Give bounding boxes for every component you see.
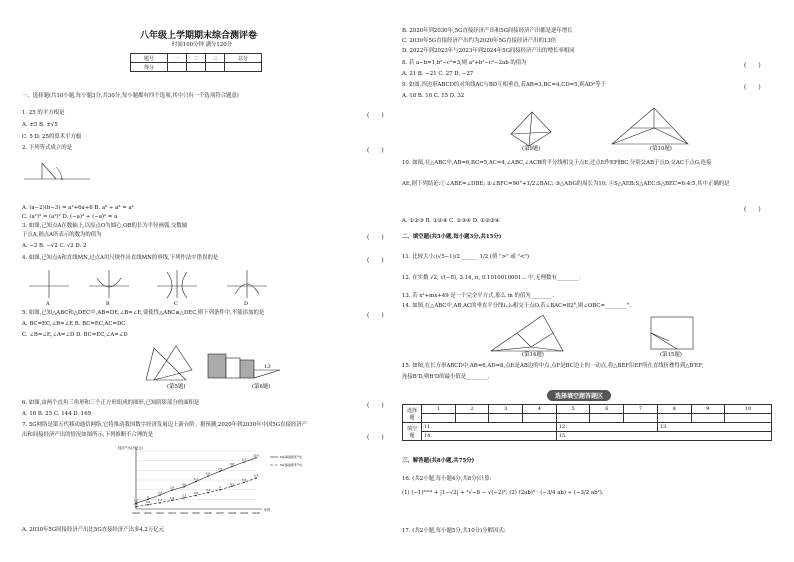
option-line: C. ∠B=∠E,∠A=∠D D. BC=EC,∠A=∠D — [22, 332, 128, 338]
answer-paren: ( ) — [367, 234, 384, 241]
number-line-figure — [22, 153, 92, 185]
fill-item[interactable]: 11. — [422, 423, 557, 432]
answer-number: 4 — [523, 405, 557, 414]
answer-box-title: 选择填空题答题区 — [547, 390, 611, 401]
question-9: 9. 如图,四边形ABCD的对角线AC与BD互相垂直,若AB=3,BC=4,CD=5,则AD²等于 — [402, 82, 606, 88]
x-tick-label: 2029 — [240, 511, 248, 515]
svg-text:B: B — [106, 301, 110, 306]
data-label: 0.5 — [133, 503, 139, 507]
score-header: 二 — [187, 54, 206, 63]
question-16: 16. (共2小题,每小题4分,共8分)计算: — [402, 476, 492, 482]
x-tick-label: 2026 — [204, 511, 212, 515]
answer-paren: ( ) — [367, 112, 384, 119]
question-13: 13. 若 x²+mx+49 是一个完全平方式,那么 m 的值为________. — [402, 293, 554, 299]
score-row-label: 得分 — [131, 63, 168, 72]
answer-paren: ( ) — [744, 62, 761, 69]
x-tick-label: 2030 — [252, 511, 260, 515]
page-title: 八年级上学期期末综合测评卷 — [140, 31, 258, 41]
answer-paren: ( ) — [744, 84, 761, 91]
data-label: 9.7 — [241, 458, 247, 462]
x-tick-label: 2027 — [216, 511, 224, 515]
left-column — [22, 0, 397, 562]
data-label: 2.3 — [181, 494, 187, 498]
question-7-cont: 出和间接经济产出的情况如图所示,下列推断不合理的是 — [22, 432, 154, 438]
figure-caption: (第9题) — [522, 146, 541, 152]
right-column — [402, 0, 774, 562]
question-15-cont: 连接B'D,则B'D的最小值是________. — [402, 374, 490, 380]
fill-label: 填空题 — [403, 423, 422, 441]
option-line: C. 5 D. 25的算术平方根 — [22, 134, 82, 140]
x-tick-label: 2021 — [144, 511, 152, 515]
x-tick-label: 2025 — [192, 511, 200, 515]
answer-cell[interactable] — [725, 414, 772, 423]
svg-text:D: D — [244, 301, 249, 306]
answer-cell[interactable] — [489, 414, 523, 423]
question-5: 5. 如图,已知△ABC和△DEC中,AB=DE,∠B=∠E,要使得△ABC≌△DEC,则下列条件中,不能添加的是 — [22, 310, 265, 316]
option-line: A. 18 B. 16 C. 15 D. 32 — [402, 93, 465, 99]
figure-caption: (第14题) — [522, 352, 544, 358]
fill-item[interactable]: 14. — [422, 432, 557, 441]
figure-q6 — [204, 348, 284, 388]
question-10-cont: AE,则下列结论:①∠ABE=∠DBE; ②∠BFC=90°+1/2∠BAC; ③△ADG的周长为10; ④S△AEB:S△AEC:S△BEC=6:4:5,其中正确的是 — [402, 181, 730, 187]
figure-q9 — [507, 108, 557, 150]
legend-label: 5G直接经济产出 — [280, 463, 303, 467]
data-label: 5.7 — [193, 477, 199, 481]
section-two-heading: 二、填空题(共5小题,每小题3分,共15分) — [402, 234, 502, 240]
figure-caption: (第5题) — [167, 384, 186, 390]
answer-cell[interactable] — [556, 414, 590, 423]
answer-cell[interactable] — [691, 414, 725, 423]
figure-caption: (第10题) — [650, 146, 672, 152]
option-line: A. 16 B. 25 C. 144 D. 169 — [22, 411, 92, 417]
question-15: 15. 如图,在长方形ABCD中,AB=6,AD=8,点E是AB边的中点,点F是BC边上的一动点,将△BEF沿EF所在直线折叠得到△B'EF, — [402, 363, 704, 369]
answer-number: 5 — [556, 405, 590, 414]
answer-grid — [402, 404, 772, 441]
fill-item[interactable]: 15. — [556, 432, 771, 441]
question-1: 1. 25 的平方根是 — [22, 110, 65, 116]
data-label: 4.7 — [229, 482, 235, 486]
option-line: A. ①②③ B. ①②④ C. ①③④ D. ①②③④ — [402, 218, 500, 224]
answer-paren: ( ) — [367, 147, 384, 154]
answer-cell[interactable] — [455, 414, 489, 423]
y-axis-label: 经济产出(万亿元) — [118, 446, 143, 450]
score-header: 一 — [168, 54, 187, 63]
economic-output-chart — [114, 443, 314, 521]
page-subtitle: 时间100分钟 满分120分 — [172, 42, 233, 48]
data-label: 6.4 — [253, 474, 259, 478]
data-label: 7.8 — [217, 467, 223, 471]
section-one-heading: 一、选择题(共10小题,每小题3分,共30分,每小题都有四个选项,其中只有一个选项符合题意) — [22, 93, 239, 99]
data-label: 6.8 — [205, 472, 211, 476]
x-tick-label: 2020 — [132, 511, 140, 515]
answer-number: 9 — [691, 405, 725, 414]
option-line: A. 2030年5G间接经济产出比5G直接经济产出多4.2万亿元 — [22, 527, 165, 533]
legend-label: 5G间接经济产出 — [280, 455, 303, 459]
data-label: 2.8 — [193, 491, 199, 495]
section-three-heading: 三、解答题(共8小题,共75分) — [402, 458, 475, 464]
option-line: A. BC=EC,∠B=∠E B. BC=EC,AC=DC — [22, 321, 126, 327]
option-line: C. 2030年5G直接经济产出约为2020年5G直接经济产出的13倍 — [402, 38, 557, 44]
answer-paren: ( ) — [367, 434, 384, 441]
option-line: B. 2020年到2030年,5G直接经济产出和5G间接经济产出都是逐年增长 — [402, 28, 573, 34]
figure-q15 — [647, 313, 697, 353]
data-label: 3.9 — [169, 486, 175, 490]
question-16-parts: (1) (−1)²⁰²⁴ + |1−√2| + ³√−8 − √(−2)²; (2) (2ab)³ · (−3/4 ab) ÷ (−3/2 ab²). — [402, 490, 604, 496]
option-line: A. −2 B. −√2 C. √2 D. 2 — [22, 243, 87, 249]
answer-cell[interactable] — [657, 414, 691, 423]
x-tick-label: 2024 — [180, 511, 188, 515]
data-label: 10.6 — [253, 454, 259, 458]
data-label: 1.2 — [133, 499, 139, 503]
question-4: 4. 如图,已知点A和直线MN,过点A用尺规作出直线MN的垂线,下列作法中错误的是 — [22, 255, 219, 261]
answer-number: 6 — [590, 405, 624, 414]
answer-number: 10 — [725, 405, 772, 414]
score-header: 题号 — [131, 54, 168, 63]
figure-q10 — [608, 104, 693, 149]
answer-number: 1 — [422, 405, 456, 414]
question-12: 12. 在实数 √2, √(−8), 3.14, π, 0.1010010001... 中,无理数有________. — [402, 275, 581, 281]
answer-paren: ( ) — [367, 257, 384, 264]
question-11: 11. 比较大小:(√5−1)/2 ______ 1/2 (填 ">" 或 "<") — [402, 254, 529, 260]
data-label: 1.8 — [169, 496, 175, 500]
option-line: A. 21 B. −21 C. 27 D. −27 — [402, 71, 474, 77]
data-label: 2.9 — [157, 491, 163, 495]
answer-paren: ( ) — [367, 312, 384, 319]
answer-cell[interactable] — [523, 414, 557, 423]
answer-number: 2 — [455, 405, 489, 414]
svg-text:13: 13 — [264, 364, 271, 370]
construction-figures — [27, 266, 287, 306]
data-label: 4 — [219, 486, 221, 490]
data-label: 3.4 — [205, 489, 211, 493]
question-3-cont: 于点A,则点A所表示的数为的值为 — [22, 232, 102, 238]
answer-number: 3 — [489, 405, 523, 414]
score-table — [130, 53, 262, 72]
answer-number: 8 — [657, 405, 691, 414]
question-3: 3. 如图,已知点A在数轴上,以原点O为圆心,OB的长为半径画弧,交数轴 — [22, 223, 188, 229]
answer-cell[interactable] — [624, 414, 658, 423]
question-10: 10. 如图,在△ABC中,AB=6,BC=5,AC=4,∠ABC,∠ACB的平分线相交于点E,过点E作EF∥BC,分别交AB于点D,交AC于点G,连接 — [402, 160, 712, 166]
option-line: C. (a²)³ = (a³)² D. (−a)³ ÷ (−a)² = a — [22, 214, 118, 220]
option-line: A. ±5 B. ±√5 — [22, 122, 58, 128]
question-14: 14. 如图,在△ABC中,AB,AC的垂直平分线l₁,l₂相交于点O,若∠BAC=82°,则∠OBC=________°. — [402, 303, 631, 309]
answer-number: 7 — [624, 405, 658, 414]
data-label: 0.9 — [145, 501, 151, 505]
data-label: 8.8 — [229, 462, 235, 466]
question-8: 8. 若 a−b=1,b²−c²=3,则 a²+b²−c²−2ab 的值为 — [402, 60, 527, 66]
question-6: 6. 如图,由两个直角三角形和三个正方形组成的图形,已知阴影部分的面积是 — [22, 400, 200, 406]
svg-text:C: C — [174, 301, 178, 306]
answer-cell[interactable] — [590, 414, 624, 423]
svg-text:A: A — [46, 301, 50, 306]
answer-cell[interactable] — [422, 414, 456, 423]
question-17: 17. (共2小题,每小题5分,共10分)分解因式: — [402, 528, 506, 534]
figure-q5 — [142, 340, 202, 388]
data-label: 4.6 — [181, 483, 187, 487]
question-7: 7. 5G网络是第五代移动通信网络,它将推动我国数字经济发展迈上新台阶。据预测,2020年到2030年中国5G直接经济产 — [22, 422, 307, 428]
answer-paren: ( ) — [367, 402, 384, 409]
figure-caption: (第6题) — [252, 384, 271, 390]
score-header: 三 — [206, 54, 225, 63]
score-header: 总分 — [225, 54, 262, 63]
question-2: 2. 下列等式成立的是 — [22, 145, 72, 151]
x-axis-label: 年份 — [264, 508, 271, 512]
answer-paren: ( ) — [744, 206, 761, 213]
data-label: 1.3 — [157, 499, 163, 503]
figure-caption: (第15题) — [660, 352, 682, 358]
x-tick-label: 2022 — [156, 511, 164, 515]
option-line: D. 2022年到2023年与2023年到2024年5G间接经济产出的增长率相同 — [402, 48, 575, 54]
option-line: A. (a−2)(b−3) = a²+6a+6 B. a⁶ ÷ a³ = a² — [22, 205, 134, 211]
x-tick-label: 2023 — [168, 511, 176, 515]
x-tick-label: 2028 — [228, 511, 236, 515]
figure-q14 — [487, 311, 567, 357]
fill-item[interactable]: 12. — [556, 423, 657, 432]
fill-item[interactable]: 13. — [657, 423, 771, 432]
choice-label: 选择题 — [403, 405, 422, 423]
data-label: 2 — [147, 495, 149, 499]
data-label: 5.5 — [241, 478, 247, 482]
